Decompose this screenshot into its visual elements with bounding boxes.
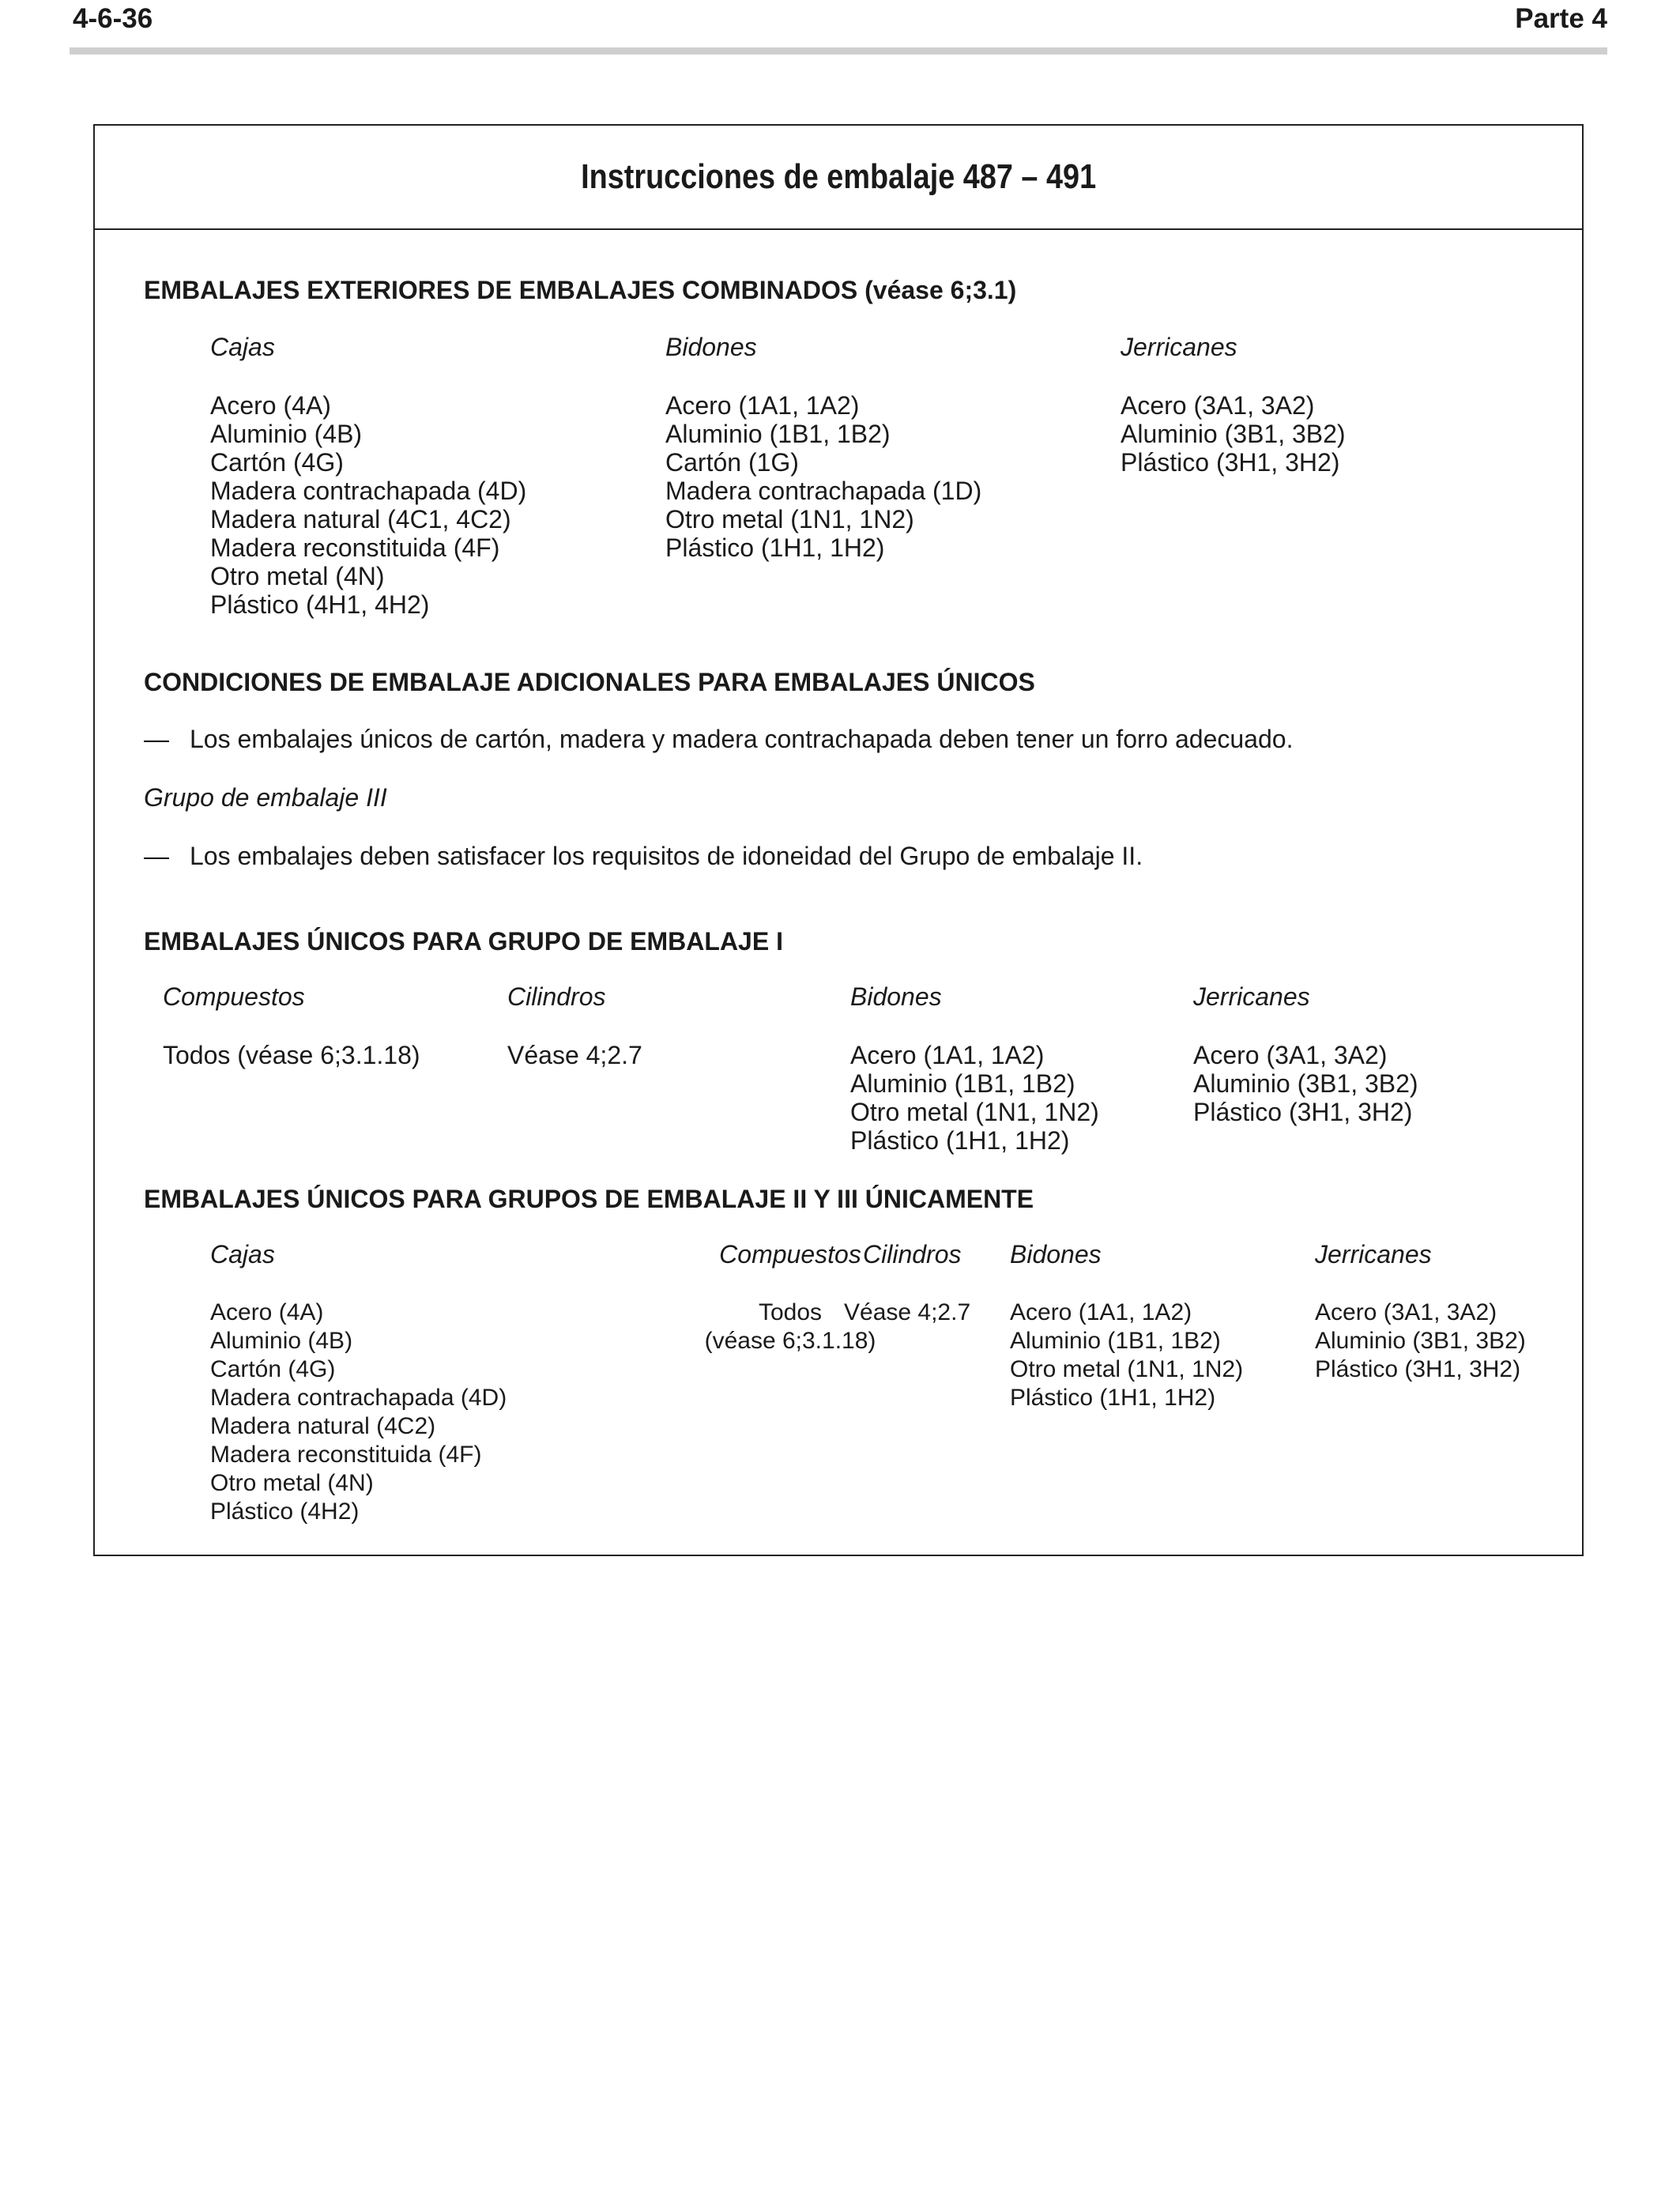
list-item: Aluminio (1B1, 1B2): [665, 420, 891, 448]
condition-text: Los embalajes deben satisfacer los requisitos de idoneidad del Grupo de embalaje II.: [190, 842, 1143, 870]
list-item: Cartón (4G): [210, 448, 344, 477]
list-item: Acero (4A): [210, 391, 331, 420]
list-item: Aluminio (3B1, 3B2): [1315, 1328, 1526, 1354]
list-item: Otro metal (4N): [210, 562, 385, 590]
title-bar: [95, 126, 1582, 230]
list-item: Otro metal (1N1, 1N2): [1010, 1356, 1244, 1382]
list-item: Acero (1A1, 1A2): [665, 391, 860, 420]
section4-col-list: [844, 1299, 970, 1327]
list-item: Cartón (4G): [210, 1356, 336, 1382]
list-item: Aluminio (3B1, 3B2): [1193, 1069, 1418, 1098]
list-item: Acero (1A1, 1A2): [1010, 1299, 1192, 1325]
list-item: Todos: [758, 1299, 823, 1325]
page-number: 4-6-36: [73, 3, 153, 34]
list-item: Madera contrachapada (4D): [210, 477, 527, 505]
list-item: Acero (3A1, 3A2): [1193, 1041, 1388, 1069]
list-item: Otro metal (4N): [210, 1470, 374, 1496]
section4-col-header: Jerricanes: [1315, 1240, 1432, 1269]
section3-col-list: [507, 1041, 642, 1069]
list-item: Plástico (4H2): [210, 1498, 360, 1525]
em-dash-bullet: —: [144, 725, 169, 753]
list-item: Aluminio (3B1, 3B2): [1121, 420, 1346, 448]
section4-col-header: Compuestos: [719, 1240, 861, 1269]
list-item: (véase 6;3.1.18): [704, 1328, 876, 1354]
section4-col-header: Cajas: [210, 1240, 275, 1269]
list-item: Plástico (1H1, 1H2): [665, 533, 885, 562]
section2-heading: CONDICIONES DE EMBALAJE ADICIONALES PARA EMBALAJES ÚNICOS: [144, 668, 1035, 696]
header-divider: [70, 47, 1607, 55]
section4-col-list: [1315, 1299, 1526, 1384]
list-item: Madera reconstituida (4F): [210, 1442, 482, 1468]
list-item: Madera reconstituida (4F): [210, 533, 500, 562]
section4-col-header: Bidones: [1010, 1240, 1102, 1269]
section4-col-list: [1010, 1299, 1243, 1412]
section1-col-list: [665, 391, 981, 562]
part-label: Parte 4: [1515, 3, 1607, 34]
list-item: Aluminio (4B): [210, 420, 363, 448]
section4-col-list: [210, 1299, 507, 1526]
document-title: Instrucciones de embalaje 487 – 491: [580, 157, 1097, 196]
list-item: Plástico (1H1, 1H2): [1010, 1385, 1216, 1411]
list-item: Otro metal (1N1, 1N2): [665, 505, 914, 533]
list-item: Cartón (1G): [665, 448, 799, 477]
section1-col-list: [1121, 391, 1346, 477]
list-item: Aluminio (1B1, 1B2): [1010, 1328, 1221, 1354]
list-item: Acero (3A1, 3A2): [1121, 391, 1315, 420]
packing-group-subheading: Grupo de embalaje III: [144, 783, 387, 812]
list-item: Madera contrachapada (1D): [665, 477, 982, 505]
list-item: Plástico (3H1, 3H2): [1121, 448, 1340, 477]
condition-text: Los embalajes únicos de cartón, madera y madera contrachapada deben tener un forro adecuado.: [190, 725, 1294, 753]
list-item: Todos (véase 6;3.1.18): [163, 1041, 420, 1069]
section3-col-list: [850, 1041, 1099, 1155]
list-item: Véase 4;2.7: [844, 1299, 971, 1325]
list-item: Aluminio (4B): [210, 1328, 353, 1354]
section3-col-header: Jerricanes: [1193, 982, 1310, 1011]
list-item: Plástico (3H1, 3H2): [1193, 1098, 1413, 1126]
list-item: Aluminio (1B1, 1B2): [850, 1069, 1075, 1098]
list-item: Acero (4A): [210, 1299, 324, 1325]
list-item: Plástico (4H1, 4H2): [210, 590, 430, 619]
section3-col-header: Compuestos: [163, 982, 305, 1011]
em-dash-bullet: —: [144, 842, 169, 870]
list-item: Madera contrachapada (4D): [210, 1385, 507, 1411]
page-header: [73, 3, 1607, 41]
section3-col-header: Cilindros: [507, 982, 606, 1011]
list-item: Plástico (1H1, 1H2): [850, 1126, 1070, 1155]
section3-col-list: [163, 1041, 420, 1069]
list-item: Otro metal (1N1, 1N2): [850, 1098, 1099, 1126]
section3-col-list: [1193, 1041, 1418, 1126]
section1-heading: EMBALAJES EXTERIORES DE EMBALAJES COMBINADOS (véase 6;3.1): [144, 276, 1017, 304]
list-item: Acero (1A1, 1A2): [850, 1041, 1045, 1069]
section4-heading: EMBALAJES ÚNICOS PARA GRUPOS DE EMBALAJE II Y III ÚNICAMENTE: [144, 1185, 1034, 1213]
packing-instruction-box: [93, 124, 1584, 1556]
section1-col-list: [210, 391, 526, 619]
list-item: Madera natural (4C2): [210, 1413, 436, 1439]
list-item: Plástico (3H1, 3H2): [1315, 1356, 1521, 1382]
section1-col-header: Jerricanes: [1121, 333, 1237, 361]
list-item: Madera natural (4C1, 4C2): [210, 505, 511, 533]
section1-col-header: Bidones: [665, 333, 757, 361]
section3-heading: EMBALAJES ÚNICOS PARA GRUPO DE EMBALAJE I: [144, 927, 783, 956]
section4-col-header: Cilindros: [863, 1240, 962, 1269]
list-item: Véase 4;2.7: [507, 1041, 642, 1069]
section3-col-header: Bidones: [850, 982, 942, 1011]
section1-col-header: Cajas: [210, 333, 275, 361]
list-item: Acero (3A1, 3A2): [1315, 1299, 1497, 1325]
